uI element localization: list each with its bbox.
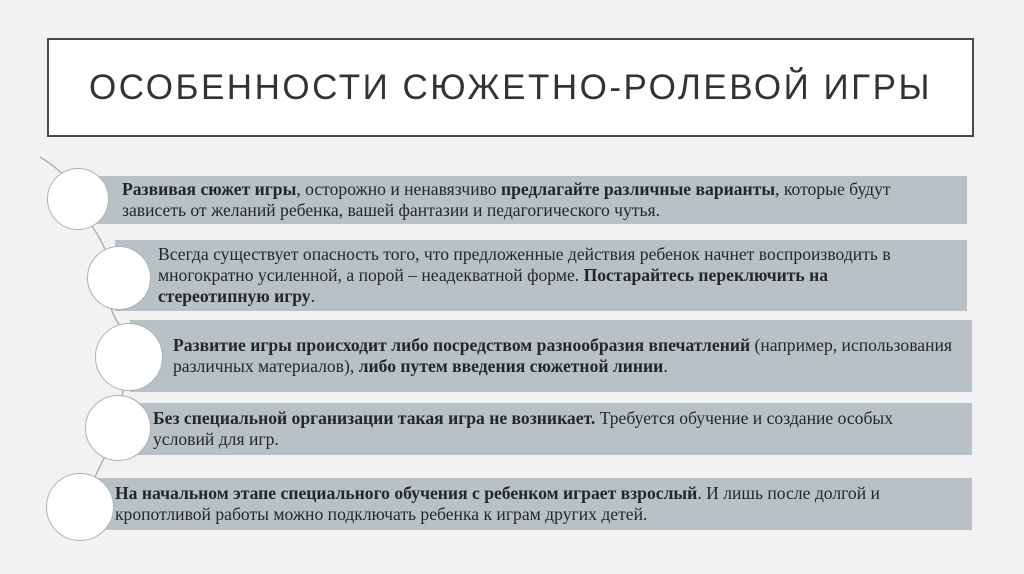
bullet-circle: [47, 168, 109, 230]
list-item-text: [115, 483, 952, 525]
emphasis-text: Развивая сюжет игры: [122, 179, 297, 199]
emphasis-text: На начальном этапе специального обучения с ребенком играет взрослый: [115, 483, 698, 503]
emphasis-text: Постарайтесь переключить на стереотипную игру: [158, 265, 829, 306]
body-text: (например, использования различных материалов),: [173, 335, 952, 376]
list-item: [115, 240, 967, 311]
body-text: . И лишь после долгой и кропотливой работы можно подключать ребенка к играм других детей.: [115, 483, 880, 524]
list-item: [70, 176, 967, 224]
emphasis-text: предлагайте различные варианты: [501, 179, 776, 199]
body-text: Требуется обучение и создание особых условий для игр.: [153, 408, 894, 449]
emphasis-text: либо путем введения сюжетной линии: [358, 356, 664, 376]
body-text: Всегда существует опасность того, что предложенные действия ребенок начнет воспроизводить в многократно усиленной, а порой – неадекватной форме.: [158, 244, 891, 285]
list-item: [120, 403, 972, 455]
slide-title: ОСОБЕННОСТИ СЮЖЕТНО-РОЛЕВОЙ ИГРЫ: [89, 67, 932, 107]
list-item: [80, 478, 972, 530]
list-item-text: [122, 179, 947, 221]
list-item-text: [153, 408, 952, 450]
bullet-circle: [95, 323, 163, 391]
body-text: .: [663, 356, 668, 376]
body-text: .: [310, 286, 315, 306]
bullet-circle: [87, 246, 151, 310]
bullet-circle: [85, 395, 151, 461]
list-item: [130, 320, 972, 392]
emphasis-text: Без специальной организации такая игра не возникает.: [153, 408, 596, 428]
body-text: , которые будут зависеть от желаний ребенка, вашей фантазии и педагогического чутья.: [122, 179, 891, 220]
list-item-text: [173, 335, 954, 377]
emphasis-text: Развитие игры происходит либо посредством разнообразия впечатлений: [173, 335, 751, 355]
list-item-text: [158, 244, 943, 307]
body-text: , осторожно и ненавязчиво: [296, 179, 502, 199]
bullet-circle: [46, 473, 114, 541]
